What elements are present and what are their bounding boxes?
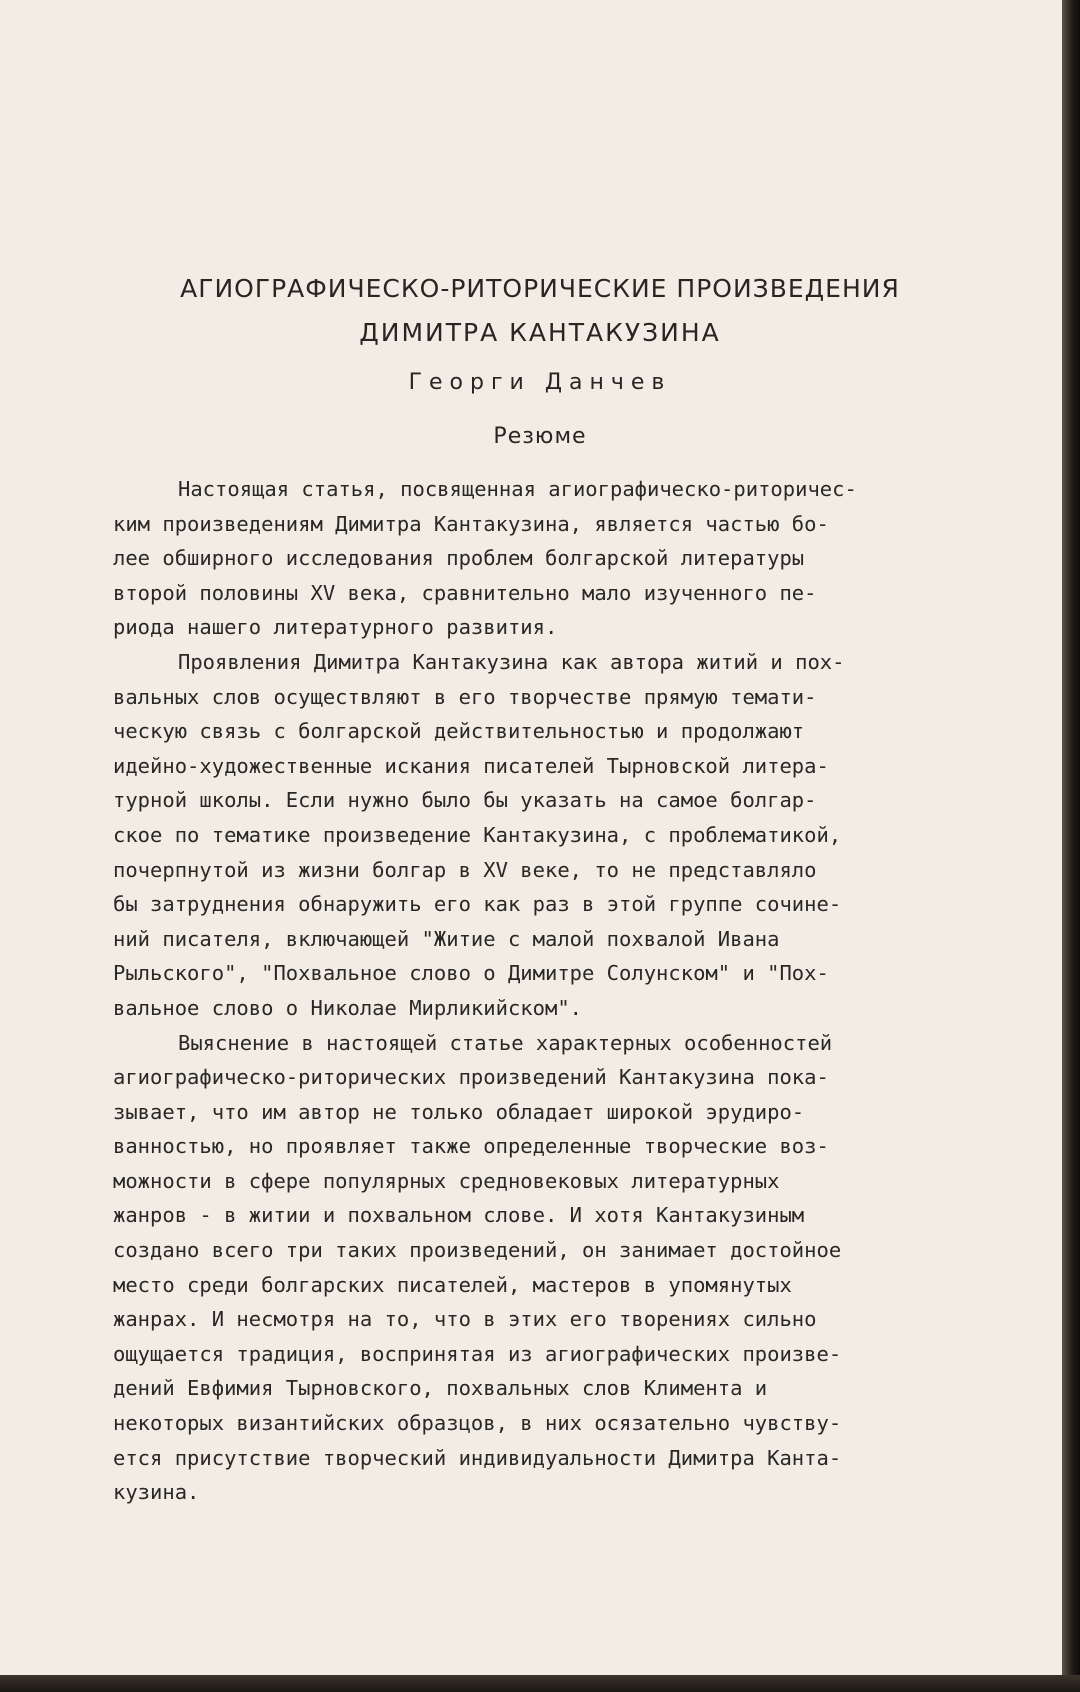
text-line: ванностью, но проявляет также определенные творческие воз- xyxy=(113,1134,829,1159)
paragraph-2 xyxy=(113,645,1062,1026)
text-line: ний писателя, включающей "Житие с малой похвалой Ивана xyxy=(113,926,780,951)
text-line: ческую связь с болгарской действительностью и продолжают xyxy=(113,719,805,744)
text-line: Рыльского", "Похвальное слово о Димитре Солунском" и "Пох- xyxy=(113,961,829,986)
text-line: кузина. xyxy=(113,1480,200,1505)
text-line: второй половины XV века, сравнительно мало изученного пе- xyxy=(113,580,817,605)
text-line: турной школы. Если нужно было бы указать на самое болгар- xyxy=(113,788,817,813)
text-line: дений Евфимия Тырновского, похвальных слов Климента и xyxy=(113,1376,768,1401)
text-line: некоторых византийских образцов, в них осязательно чувству- xyxy=(113,1411,842,1436)
text-line: Настоящая статья, посвященная агиографическо-риторичес- xyxy=(178,477,857,501)
text-line: ется присутствие творческий индивидуальности Димитра Канта- xyxy=(113,1445,842,1470)
text-line: можности в сфере популярных средновековых литературных xyxy=(113,1168,780,1193)
author-name: Георги Данчев xyxy=(408,370,672,395)
text-line: вальное слово о Николае Мирликийском". xyxy=(113,995,582,1020)
article-title-line-2: ДИМИТРА КАНТАКУЗИНА xyxy=(359,318,721,347)
text-line: Выяснение в настоящей статье характерных особенностей xyxy=(178,1030,833,1055)
book-spine-shadow xyxy=(1062,0,1080,1692)
text-line: бы затруднения обнаружить его как раз в этой группе сочине- xyxy=(113,892,842,917)
text-line: жанров - в житии и похвальном слове. И хотя Кантакузиным xyxy=(113,1203,805,1228)
text-line: почерпнутой из жизни болгар в XV веке, то не представляло xyxy=(113,857,817,882)
page-bottom-edge xyxy=(0,1675,1080,1692)
text-line: ощущается традиция, воспринятая из агиографических произве- xyxy=(113,1341,842,1366)
paragraph-3 xyxy=(113,1026,1062,1510)
section-heading-resume: Резюме xyxy=(493,424,587,449)
text-line: создано всего три таких произведений, он занимает достойное xyxy=(113,1238,842,1263)
text-line: место среди болгарских писателей, мастеров в упомянутых xyxy=(113,1272,792,1297)
text-line: агиографическо-риторических произведений Кантакузина пока- xyxy=(113,1065,829,1090)
article-title-line-1: АГИОГРАФИЧЕСКО-РИТОРИЧЕСКИЕ ПРОИЗВЕДЕНИЯ xyxy=(180,274,900,303)
text-line: риода нашего литературного развития. xyxy=(113,615,558,640)
text-line: ким произведениям Димитра Кантакузина, является частью бо- xyxy=(113,511,829,536)
text-line: ское по тематике произведение Кантакузина, с проблематикой, xyxy=(113,822,842,847)
text-line: лее обширного исследования проблем болгарской литературы xyxy=(113,546,805,571)
text-line: Проявления Димитра Кантакузина как автора житий и пох- xyxy=(178,649,845,674)
article-body xyxy=(113,472,1062,1510)
text-line: вальных слов осуществляют в его творчестве прямую темати- xyxy=(113,684,817,709)
text-line: идейно-художественные искания писателей Тырновской литера- xyxy=(113,753,829,778)
paragraph-1 xyxy=(113,472,1062,645)
text-line: жанрах. И несмотря на то, что в этих его творениях сильно xyxy=(113,1307,817,1332)
text-line: зывает, что им автор не только обладает широкой эрудиро- xyxy=(113,1099,805,1124)
